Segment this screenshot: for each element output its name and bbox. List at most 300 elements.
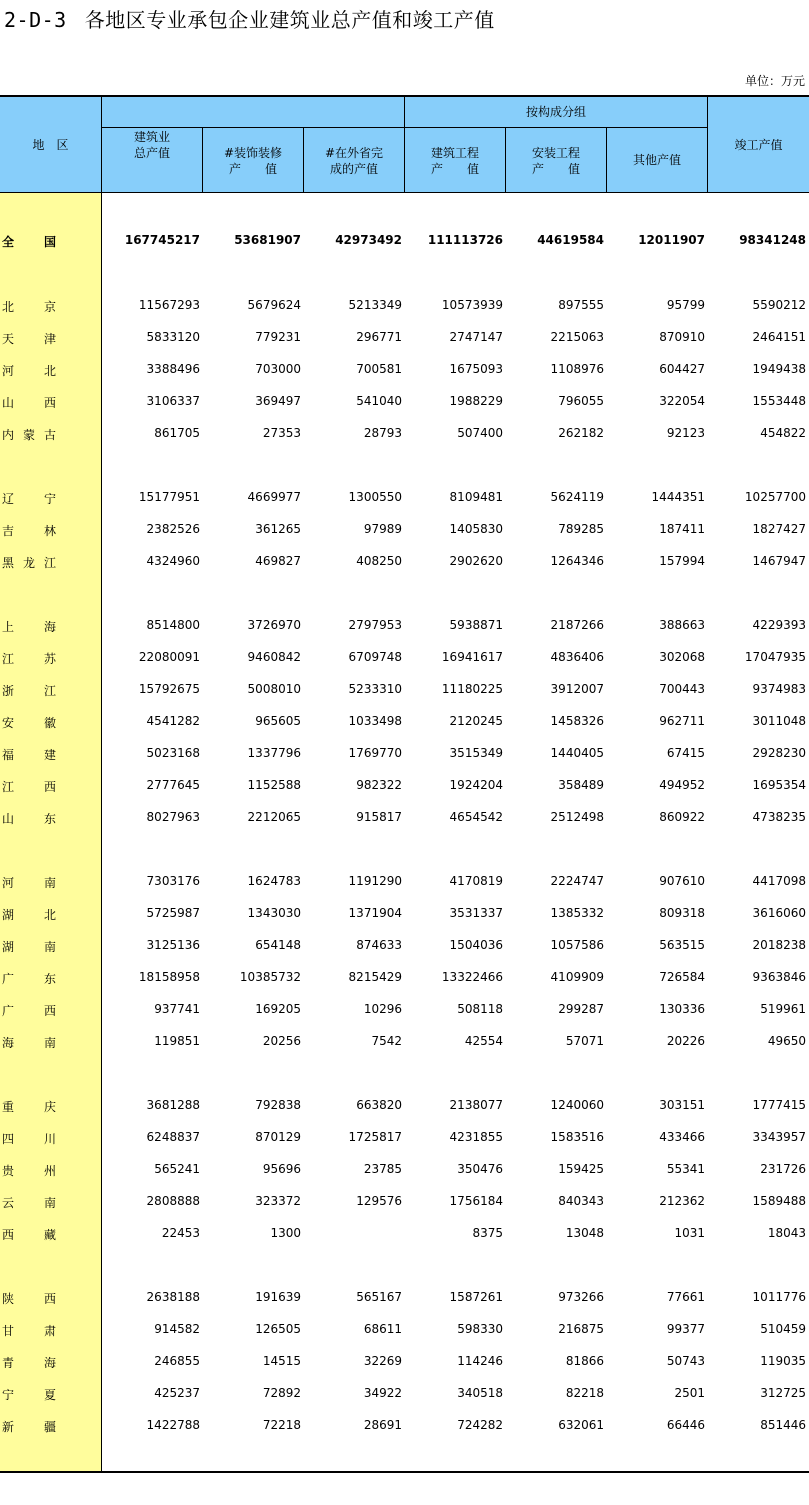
cell-value: 1031 (674, 1226, 705, 1240)
table-row (0, 1224, 809, 1244)
cell-value: 99377 (666, 1322, 705, 1336)
cell-value: 1405830 (449, 522, 503, 536)
cell-value: 15177951 (138, 490, 200, 504)
cell-value: 1769770 (348, 746, 402, 760)
cell-value: 973266 (558, 1290, 604, 1304)
table-row (0, 552, 809, 572)
cell-value: 2928230 (752, 746, 806, 760)
region-name: 江 苏 (2, 652, 56, 666)
header-completed: 竣工产值 (734, 138, 783, 152)
cell-value: 8027963 (146, 810, 200, 824)
region-name: 山 东 (2, 812, 56, 826)
cell-value: 11567293 (138, 298, 200, 312)
cell-value: 796055 (558, 394, 604, 408)
cell-value: 312725 (760, 1386, 806, 1400)
header-decoration-line2: 产 值 (228, 162, 277, 176)
cell-value: 4109909 (550, 970, 604, 984)
cell-value: 1624783 (247, 874, 301, 888)
cell-value: 1240060 (550, 1098, 604, 1112)
region-name: 海 南 (2, 1036, 56, 1050)
table-row (0, 1000, 809, 1020)
region-name: 重 庆 (2, 1100, 56, 1114)
cell-value: 92123 (666, 426, 705, 440)
cell-value: 28691 (363, 1418, 402, 1432)
cell-value: 72218 (262, 1418, 301, 1432)
cell-value: 130336 (659, 1002, 705, 1016)
cell-value: 296771 (356, 330, 402, 344)
cell-value: 8514800 (146, 618, 200, 632)
cell-value: 2382526 (146, 522, 200, 536)
unit-label: 单位：万元 (744, 74, 805, 88)
cell-value: 632061 (558, 1418, 604, 1432)
region-name: 新 疆 (2, 1420, 56, 1434)
cell-value: 2902620 (449, 554, 503, 568)
cell-value: 2464151 (752, 330, 806, 344)
cell-value: 42554 (464, 1034, 503, 1048)
cell-value: 663820 (356, 1098, 402, 1112)
cell-value: 3125136 (146, 938, 200, 952)
cell-value: 433466 (659, 1130, 705, 1144)
cell-value: 9374983 (752, 682, 806, 696)
cell-value: 3011048 (752, 714, 806, 728)
cell-value: 9363846 (752, 970, 806, 984)
cell-value: 20226 (666, 1034, 705, 1048)
cell-value: 8109481 (449, 490, 503, 504)
cell-value: 299287 (558, 1002, 604, 1016)
cell-value: 2512498 (550, 810, 604, 824)
cell-value: 2187266 (550, 618, 604, 632)
cell-value: 494952 (659, 778, 705, 792)
region-name: 四 川 (2, 1132, 56, 1146)
cell-value: 3912007 (550, 682, 604, 696)
cell-value: 3343957 (752, 1130, 806, 1144)
header-construction-line2: 产 值 (430, 162, 479, 176)
cell-value: 840343 (558, 1194, 604, 1208)
cell-value: 779231 (255, 330, 301, 344)
table-row (0, 872, 809, 892)
cell-value: 191639 (255, 1290, 301, 1304)
cell-value: 2777645 (146, 778, 200, 792)
cell-value: 3106337 (146, 394, 200, 408)
region-name: 天 津 (2, 332, 56, 346)
region-name: 山 西 (2, 396, 56, 410)
region-name: 陕 西 (2, 1292, 56, 1306)
cell-value: 68611 (363, 1322, 402, 1336)
cell-value: 119851 (154, 1034, 200, 1048)
region-name: 吉 林 (2, 524, 56, 538)
cell-value: 2018238 (752, 938, 806, 952)
region-name: 湖 南 (2, 940, 56, 954)
cell-value: 5938871 (449, 618, 503, 632)
cell-value: 16941617 (441, 650, 503, 664)
cell-value: 53681907 (234, 233, 301, 247)
cell-value: 861705 (154, 426, 200, 440)
region-name: 浙 江 (2, 684, 56, 698)
cell-value: 114246 (457, 1354, 503, 1368)
table-row (0, 520, 809, 540)
cell-value: 1725817 (348, 1130, 402, 1144)
region-name: 福 建 (2, 748, 56, 762)
cell-value: 9460842 (247, 650, 301, 664)
region-name: 贵 州 (2, 1164, 56, 1178)
cell-value: 6248837 (146, 1130, 200, 1144)
cell-value: 510459 (760, 1322, 806, 1336)
cell-value: 1300 (270, 1226, 301, 1240)
cell-value: 20256 (262, 1034, 301, 1048)
cell-value: 4417098 (752, 874, 806, 888)
table-row (0, 328, 809, 348)
cell-value: 13048 (565, 1226, 604, 1240)
cell-value: 7542 (371, 1034, 402, 1048)
cell-value: 1467947 (752, 554, 806, 568)
table-row (0, 744, 809, 764)
cell-value: 4669977 (247, 490, 301, 504)
cell-value: 2638188 (146, 1290, 200, 1304)
cell-value: 5679624 (247, 298, 301, 312)
cell-value: 1057586 (550, 938, 604, 952)
cell-value: 1675093 (449, 362, 503, 376)
cell-value: 95696 (262, 1162, 301, 1176)
cell-value: 726584 (659, 970, 705, 984)
cell-value: 322054 (659, 394, 705, 408)
cell-value: 388663 (659, 618, 705, 632)
header-out-of-province-line1: #在外省完 (324, 146, 384, 160)
cell-value: 1033498 (348, 714, 402, 728)
table-row (0, 712, 809, 732)
cell-value: 303151 (659, 1098, 705, 1112)
header-total-output-line1: 建筑业 (133, 130, 170, 144)
table-row (0, 1320, 809, 1340)
cell-value: 2808888 (146, 1194, 200, 1208)
cell-value: 8375 (472, 1226, 503, 1240)
cell-value: 1337796 (247, 746, 301, 760)
table-row (0, 1032, 809, 1052)
cell-value: 42973492 (335, 233, 402, 247)
cell-value: 469827 (255, 554, 301, 568)
header-decoration (203, 144, 303, 178)
region-name: 广 西 (2, 1004, 56, 1018)
cell-value: 3616060 (752, 906, 806, 920)
cell-value: 982322 (356, 778, 402, 792)
cell-value: 1777415 (752, 1098, 806, 1112)
region-name: 内 蒙 古 (2, 428, 56, 442)
table-row (0, 1096, 809, 1116)
table-row (0, 1160, 809, 1180)
cell-value: 604427 (659, 362, 705, 376)
header-installation-line1: 安装工程 (531, 146, 580, 160)
table-row (0, 648, 809, 668)
region-name: 江 西 (2, 780, 56, 794)
header-region: 地 区 (32, 138, 69, 152)
cell-value: 4654542 (449, 810, 503, 824)
cell-value: 67415 (666, 746, 705, 760)
region-name: 河 南 (2, 876, 56, 890)
cell-value: 897555 (558, 298, 604, 312)
cell-value: 212362 (659, 1194, 705, 1208)
cell-value: 1264346 (550, 554, 604, 568)
cell-value: 157994 (659, 554, 705, 568)
cell-value: 49650 (767, 1034, 806, 1048)
cell-value: 700581 (356, 362, 402, 376)
cell-value: 565167 (356, 1290, 402, 1304)
region-name: 黑 龙 江 (2, 556, 56, 570)
region-name: 广 东 (2, 972, 56, 986)
header-installation-line2: 产 值 (531, 162, 580, 176)
cell-value: 3531337 (449, 906, 503, 920)
cell-value: 44619584 (537, 233, 604, 247)
cell-value: 5725987 (146, 906, 200, 920)
cell-value: 15792675 (138, 682, 200, 696)
cell-value: 246855 (154, 1354, 200, 1368)
region-name: 河 北 (2, 364, 56, 378)
table-row (0, 231, 809, 251)
cell-value: 187411 (659, 522, 705, 536)
table-row (0, 808, 809, 828)
region-name: 全 国 (2, 235, 56, 249)
cell-value: 77661 (666, 1290, 705, 1304)
cell-value: 18043 (767, 1226, 806, 1240)
cell-value: 1504036 (449, 938, 503, 952)
cell-value: 10385732 (239, 970, 301, 984)
cell-value: 5023168 (146, 746, 200, 760)
cell-value: 23785 (363, 1162, 402, 1176)
cell-value: 851446 (760, 1418, 806, 1432)
cell-value: 2747147 (449, 330, 503, 344)
region-name: 安 徽 (2, 716, 56, 730)
cell-value: 4229393 (752, 618, 806, 632)
cell-value: 1371904 (348, 906, 402, 920)
cell-value: 425237 (154, 1386, 200, 1400)
header-total-output (102, 127, 202, 163)
cell-value: 508118 (457, 1002, 503, 1016)
cell-value: 350476 (457, 1162, 503, 1176)
cell-value: 4170819 (449, 874, 503, 888)
cell-value: 3515349 (449, 746, 503, 760)
cell-value: 323372 (255, 1194, 301, 1208)
table-title-text: 各地区专业承包企业建筑业总产值和竣工产值 (84, 8, 495, 32)
cell-value: 4324960 (146, 554, 200, 568)
cell-value: 408250 (356, 554, 402, 568)
cell-value: 50743 (666, 1354, 705, 1368)
cell-value: 1458326 (550, 714, 604, 728)
cell-value: 724282 (457, 1418, 503, 1432)
cell-value: 809318 (659, 906, 705, 920)
region-name: 上 海 (2, 620, 56, 634)
cell-value: 361265 (255, 522, 301, 536)
cell-value: 11180225 (441, 682, 503, 696)
cell-value: 340518 (457, 1386, 503, 1400)
cell-value: 5008010 (247, 682, 301, 696)
cell-value: 1444351 (651, 490, 705, 504)
region-name: 青 海 (2, 1356, 56, 1370)
cell-value: 8215429 (348, 970, 402, 984)
cell-value: 507400 (457, 426, 503, 440)
cell-value: 1553448 (752, 394, 806, 408)
cell-value: 914582 (154, 1322, 200, 1336)
header-installation (506, 144, 606, 178)
cell-value: 1343030 (247, 906, 301, 920)
cell-value: 1924204 (449, 778, 503, 792)
cell-value: 2120245 (449, 714, 503, 728)
cell-value: 6709748 (348, 650, 402, 664)
cell-value: 7303176 (146, 874, 200, 888)
cell-value: 3726970 (247, 618, 301, 632)
table-row (0, 1192, 809, 1212)
cell-value: 907610 (659, 874, 705, 888)
region-name: 西 藏 (2, 1228, 56, 1242)
header-other: 其他产值 (632, 153, 681, 167)
table-code: 2-D-3 (4, 8, 67, 32)
table-row (0, 1384, 809, 1404)
cell-value: 915817 (356, 810, 402, 824)
table-row (0, 392, 809, 412)
cell-value: 2138077 (449, 1098, 503, 1112)
cell-value: 82218 (565, 1386, 604, 1400)
cell-value: 937741 (154, 1002, 200, 1016)
cell-value: 27353 (262, 426, 301, 440)
cell-value: 654148 (255, 938, 301, 952)
cell-value: 34922 (363, 1386, 402, 1400)
cell-value: 4231855 (449, 1130, 503, 1144)
cell-value: 1422788 (146, 1418, 200, 1432)
cell-value: 565241 (154, 1162, 200, 1176)
cell-value: 598330 (457, 1322, 503, 1336)
cell-value: 874633 (356, 938, 402, 952)
cell-value: 22453 (161, 1226, 200, 1240)
cell-value: 98341248 (739, 233, 806, 247)
cell-value: 129576 (356, 1194, 402, 1208)
cell-value: 32269 (363, 1354, 402, 1368)
cell-value: 169205 (255, 1002, 301, 1016)
header-group: 按构成分组 (525, 105, 586, 119)
cell-value: 126505 (255, 1322, 301, 1336)
cell-value: 1988229 (449, 394, 503, 408)
cell-value: 1589488 (752, 1194, 806, 1208)
region-name: 宁 夏 (2, 1388, 56, 1402)
cell-value: 14515 (262, 1354, 301, 1368)
cell-value: 10573939 (441, 298, 503, 312)
cell-value: 12011907 (638, 233, 705, 247)
cell-value: 1011776 (752, 1290, 806, 1304)
cell-value: 18158958 (138, 970, 200, 984)
cell-value: 369497 (255, 394, 301, 408)
cell-value: 97989 (363, 522, 402, 536)
cell-value: 10296 (363, 1002, 402, 1016)
header-out-of-province (304, 144, 404, 178)
cell-value: 1191290 (348, 874, 402, 888)
cell-value: 55341 (666, 1162, 705, 1176)
cell-value: 5213349 (348, 298, 402, 312)
cell-value: 5624119 (550, 490, 604, 504)
cell-value: 262182 (558, 426, 604, 440)
cell-value: 57071 (565, 1034, 604, 1048)
cell-value: 81866 (565, 1354, 604, 1368)
cell-value: 962711 (659, 714, 705, 728)
cell-value: 454822 (760, 426, 806, 440)
cell-value: 5833120 (146, 330, 200, 344)
cell-value: 28793 (363, 426, 402, 440)
cell-value: 119035 (760, 1354, 806, 1368)
cell-value: 1108976 (550, 362, 604, 376)
cell-value: 870129 (255, 1130, 301, 1144)
header-out-of-province-line2: 成的产值 (329, 162, 378, 176)
header-construction (405, 144, 505, 178)
cell-value: 703000 (255, 362, 301, 376)
cell-value: 66446 (666, 1418, 705, 1432)
cell-value: 3681288 (146, 1098, 200, 1112)
region-name: 辽 宁 (2, 492, 56, 506)
table-row (0, 968, 809, 988)
cell-value: 231726 (760, 1162, 806, 1176)
cell-value: 111113726 (427, 233, 503, 247)
cell-value: 792838 (255, 1098, 301, 1112)
cell-value: 2797953 (348, 618, 402, 632)
cell-value: 1300550 (348, 490, 402, 504)
cell-value: 159425 (558, 1162, 604, 1176)
table-row (0, 680, 809, 700)
region-name: 北 京 (2, 300, 56, 314)
table-row (0, 776, 809, 796)
page-title (4, 4, 495, 33)
cell-value: 2224747 (550, 874, 604, 888)
cell-value: 216875 (558, 1322, 604, 1336)
cell-value: 13322466 (441, 970, 503, 984)
header-decoration-line1: #装饰装修 (223, 146, 283, 160)
cell-value: 2215063 (550, 330, 604, 344)
cell-value: 1152588 (247, 778, 301, 792)
cell-value: 4836406 (550, 650, 604, 664)
table-row (0, 616, 809, 636)
cell-value: 1385332 (550, 906, 604, 920)
cell-value: 789285 (558, 522, 604, 536)
table-row (0, 936, 809, 956)
cell-value: 1949438 (752, 362, 806, 376)
cell-value: 1587261 (449, 1290, 503, 1304)
cell-value: 2212065 (247, 810, 301, 824)
cell-value: 2501 (674, 1386, 705, 1400)
cell-value: 541040 (356, 394, 402, 408)
cell-value: 1440405 (550, 746, 604, 760)
table-row (0, 424, 809, 444)
cell-value: 870910 (659, 330, 705, 344)
cell-value: 700443 (659, 682, 705, 696)
header-construction-line1: 建筑工程 (430, 146, 479, 160)
cell-value: 1827427 (752, 522, 806, 536)
table-row (0, 1288, 809, 1308)
cell-value: 1695354 (752, 778, 806, 792)
region-column-bg (0, 193, 101, 1472)
table-row (0, 1416, 809, 1436)
cell-value: 563515 (659, 938, 705, 952)
cell-value: 1583516 (550, 1130, 604, 1144)
table-row (0, 1128, 809, 1148)
region-name: 云 南 (2, 1196, 56, 1210)
cell-value: 5590212 (752, 298, 806, 312)
cell-value: 22080091 (138, 650, 200, 664)
table-row (0, 1352, 809, 1372)
region-name: 湖 北 (2, 908, 56, 922)
cell-value: 519961 (760, 1002, 806, 1016)
table-row (0, 904, 809, 924)
cell-value: 72892 (262, 1386, 301, 1400)
region-name: 甘 肃 (2, 1324, 56, 1338)
header-total-output-line2: 总产值 (133, 146, 170, 160)
table-row (0, 488, 809, 508)
cell-value: 358489 (558, 778, 604, 792)
cell-value: 17047935 (744, 650, 806, 664)
cell-value: 10257700 (744, 490, 806, 504)
cell-value: 5233310 (348, 682, 402, 696)
